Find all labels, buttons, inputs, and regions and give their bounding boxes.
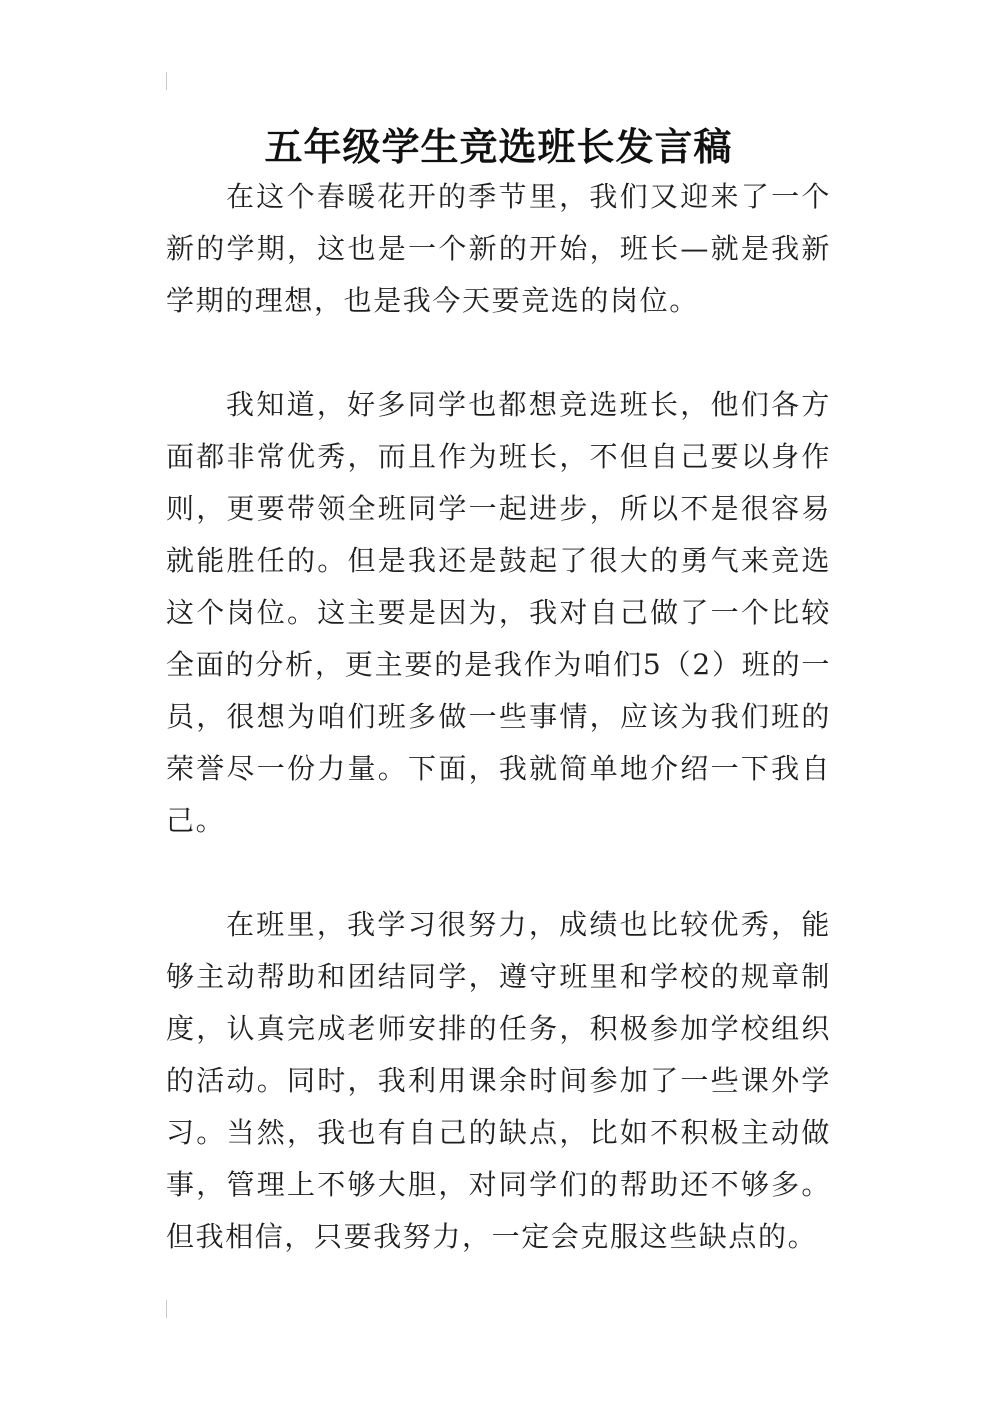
paragraph-self-introduction: 在班里，我学习很努力，成绩也比较优秀，能够主动帮助和团结同学，遵守班里和学校的规章制度，认真完成老师安排的任务，积极参加学校组织的活动。同时，我利用课余时间参加了一些课外学习。当然，我也有自己的缺点，比如不积极主动做事，管理上不够大胆，对同学们的帮助还不够多。但我相信，只要我努力，一定会克服这些缺点的。 [166,908,831,1253]
document-body [166,171,831,1315]
page-corner-mark [166,72,167,90]
paragraph-motivation: 我知道，好多同学也都想竞选班长，他们各方面都非常优秀，而且作为班长，不但自己要以身作则，更要带领全班同学一起进步，所以不是很容易就能胜任的。但是我还是鼓起了很大的勇气来竞选这个岗位。这主要是因为，我对自己做了一个比较全面的分析，更主要的是我作为咱们5（2）班的一员，很想为咱们班多做一些事情，应该为我们班的荣誉尽一份力量。下面，我就简单地介绍一下我自己。 [166,388,831,837]
paragraph-intro: 在这个春暖花开的季节里，我们又迎来了一个新的学期，这也是一个新的开始，班长—就是我新学期的理想，也是我今天要竞选的岗位。 [166,180,831,317]
document-title: 五年级学生竞选班长发言稿 [264,125,733,169]
page-corner-mark [166,1300,167,1318]
